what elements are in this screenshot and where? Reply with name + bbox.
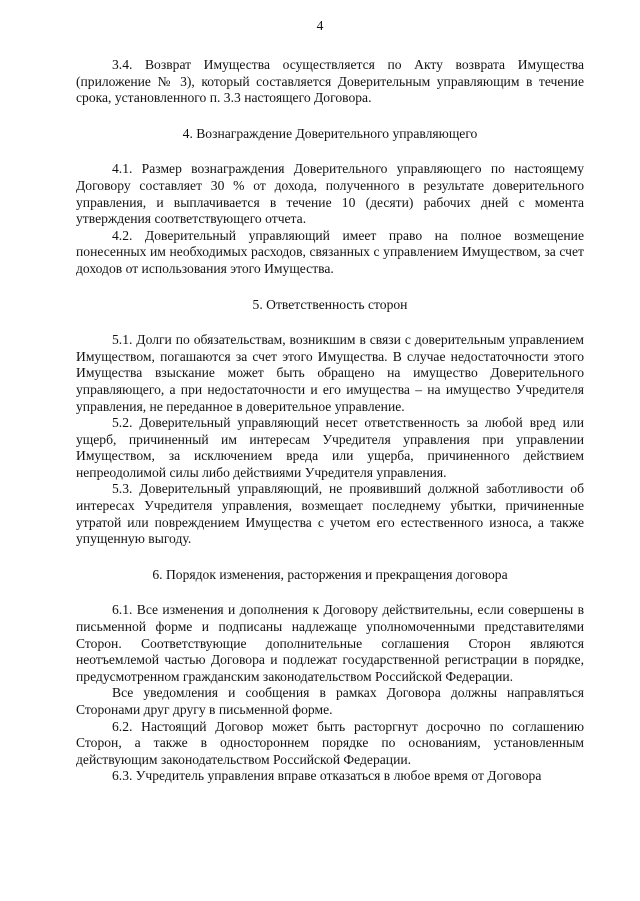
clause-6-2: 6.2. Настоящий Договор может быть расторгнут досрочно по соглашению Сторон, а также в одностороннем порядке по основаниям, установленным действующим законодательством Российской Федерации. (76, 718, 584, 767)
page-number: 4 (316, 18, 324, 33)
clause-5-2: 5.2. Доверительный управляющий несет ответственность за любой вред или ущерб, причиненный им интересам Учредителя управления при управлении Имуществом, за исключением вреда или ущерба, причиненного действием непреодолимой силы либо действиями Учредителя управления. (76, 415, 584, 480)
clause-4-1: 4.1. Размер вознаграждения Доверительного управляющего по настоящему Договору составляет 30 % от дохода, полученного в результате доверительного управления, и выплачивается в течение 10 (десяти) рабочих дней с момента утверждения соответствующего отчета. (76, 161, 584, 227)
section-heading-4: 4. Вознаграждение Доверительного управляющего (182, 125, 478, 141)
clause-6-1: 6.1. Все изменения и дополнения к Договору действительны, если совершены в письменной форме и подписаны надлежаще уполномоченными представителями Сторон. Соответствующие дополнительные соглашения Сторон являются неотъемлемой частью Договора и подлежат государственной регистрации в порядке, предусмотренном гражданским законодательством Российской Федерации. (76, 602, 584, 684)
clause-6-3: 6.3. Учредитель управления вправе отказаться в любое время от Договора (112, 768, 542, 784)
clause-5-1: 5.1. Долги по обязательствам, возникшим в связи с доверительным управлением Имуществом, погашаются за счет этого Имущества. В случае недостаточности этого Имущества взыскание может быть обращено на имущество Доверительного управляющего, а при недостаточности и его имущества – на имущество Учредителя управления, не переданное в доверительное управление. (76, 332, 584, 414)
clause-4-2: 4.2. Доверительный управляющий имеет право на полное возмещение понесенных им необходимых расходов, связанных с управлением Имуществом, за счет доходов от использования этого Имущества. (76, 227, 584, 276)
clause-6-1-notices: Все уведомления и сообщения в рамках Договора должны направляться Сторонами друг другу в письменной форме. (76, 685, 584, 717)
clause-5-3: 5.3. Доверительный управляющий, не проявивший должной заботливости об интересах Учредителя управления, возмещает последнему убытки, причиненные утратой или повреждением Имущества с учетом его естественного износа, а также упущенную выгоду. (76, 481, 584, 547)
section-heading-5: 5. Ответственность сторон (252, 296, 408, 312)
clause-3-4: 3.4. Возврат Имущества осуществляется по Акту возврата Имущества (приложение № 3), который составляется Доверительным управляющим в течение срока, установленного п. 3.3 настоящего Договора. (76, 57, 584, 106)
document-body (76, 57, 584, 785)
section-heading-6: 6. Порядок изменения, расторжения и прекращения договора (152, 566, 508, 582)
